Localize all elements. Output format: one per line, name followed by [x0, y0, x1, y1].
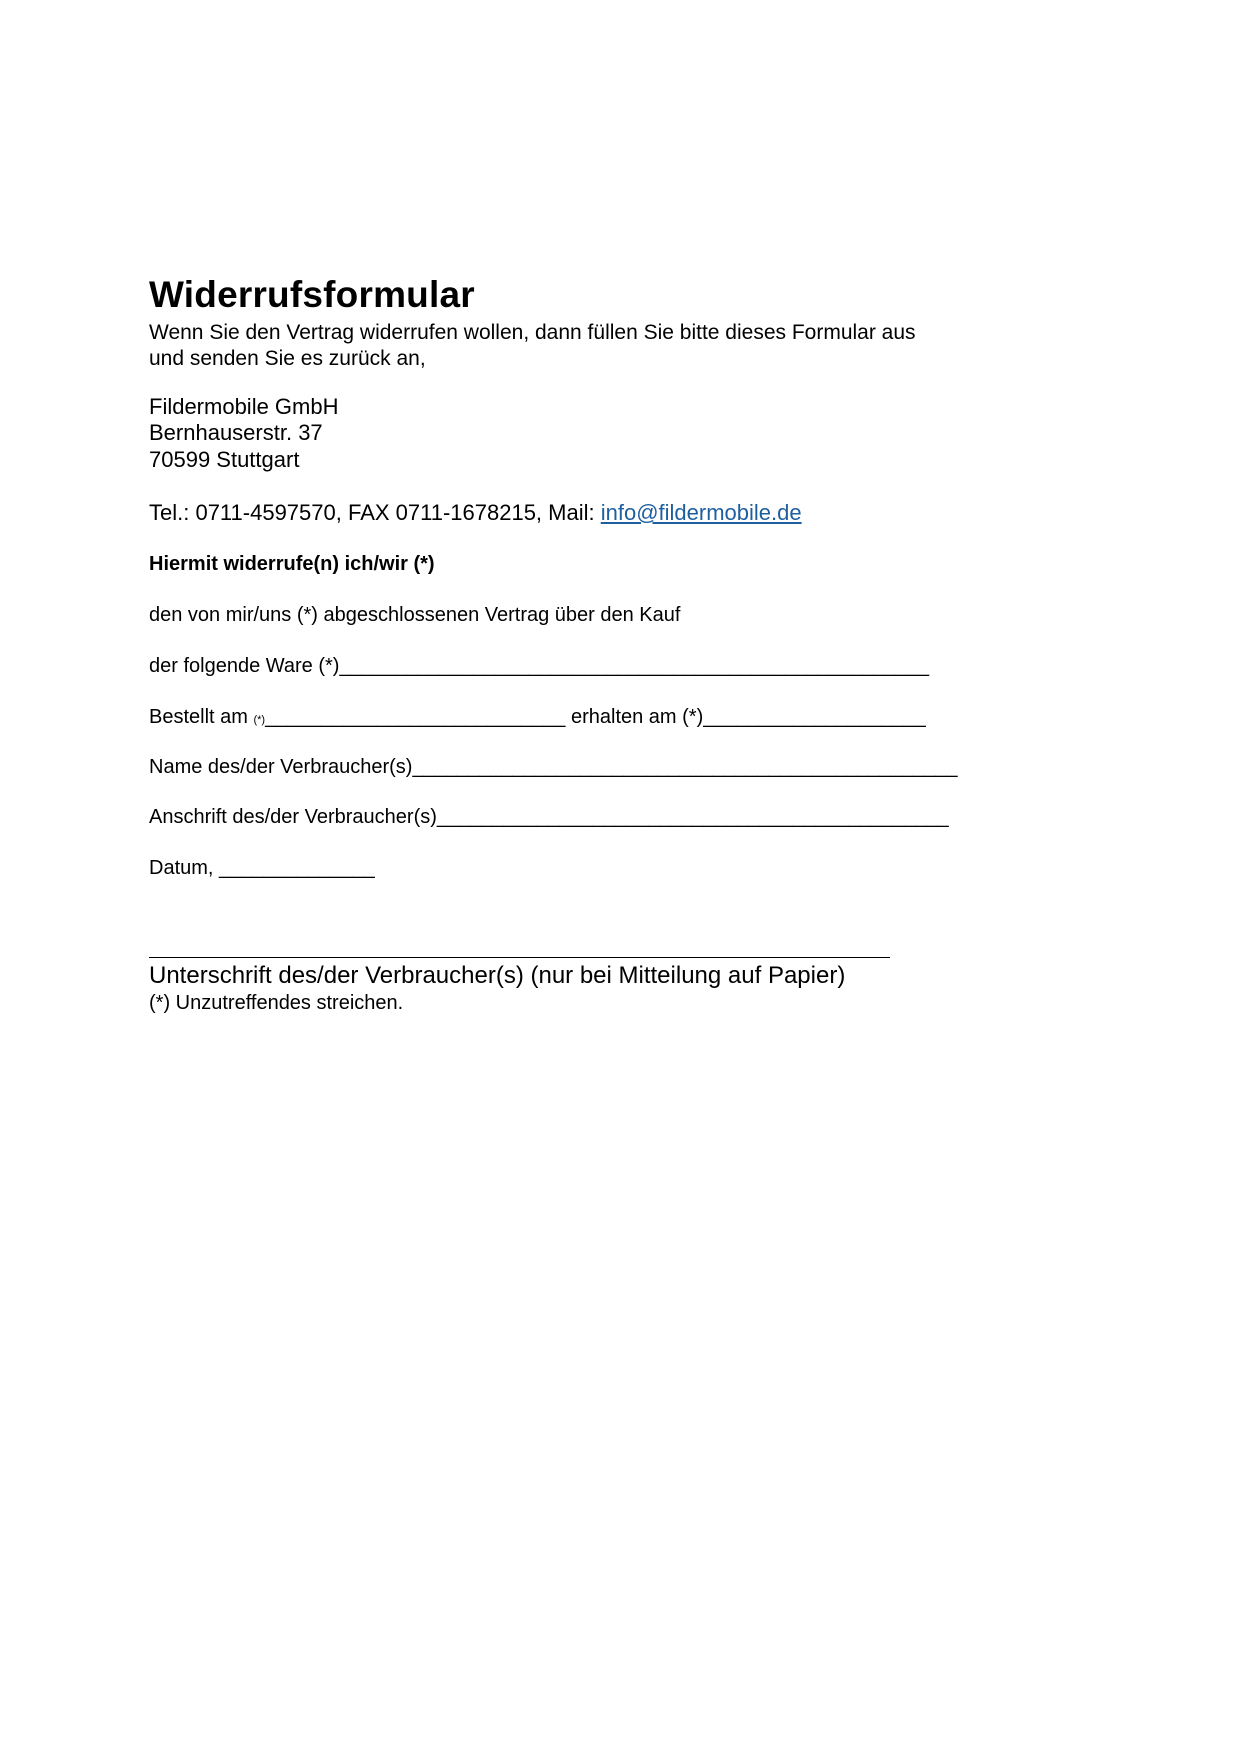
- contact-line: [149, 502, 802, 524]
- footnote: (*) Unzutreffendes streichen.: [149, 992, 404, 1014]
- intro-text: [149, 320, 979, 372]
- form-heading: Hiermit widerrufe(n) ich/wir (*): [149, 553, 435, 575]
- ordered-asterisk: (*): [253, 714, 266, 726]
- consumer-address-row: [149, 807, 949, 827]
- email-link[interactable]: info@fildermobile.de: [600, 500, 802, 525]
- intro-line-2: und senden Sie es zurück an,: [149, 347, 426, 370]
- goods-row: [149, 656, 929, 676]
- consumer-address-field[interactable]: ______________________________________________: [436, 806, 949, 828]
- goods-label: der folgende Ware (*): [149, 655, 340, 677]
- ordered-label: Bestellt am: [149, 706, 254, 728]
- signature-line[interactable]: [149, 957, 890, 958]
- received-field[interactable]: ____________________: [703, 706, 926, 728]
- address-company: Fildermobile GmbH: [149, 394, 339, 419]
- date-row: [149, 858, 375, 878]
- date-field[interactable]: ______________: [219, 857, 375, 879]
- address-city: 70599 Stuttgart: [149, 447, 300, 472]
- consumer-address-label: Anschrift des/der Verbraucher(s): [149, 806, 437, 828]
- intro-line-1: Wenn Sie den Vertrag widerrufen wollen, dann füllen Sie bitte dieses Formular aus: [149, 321, 916, 344]
- dates-row: [149, 707, 926, 727]
- page-title: Widerrufsformular: [149, 274, 475, 315]
- goods-field[interactable]: _____________________________________________________: [339, 655, 929, 677]
- contact-prefix: Tel.: 0711-4597570, FAX 0711-1678215, Mail:: [149, 500, 601, 525]
- signature-label: Unterschrift des/der Verbraucher(s) (nur bei Mitteilung auf Papier): [149, 962, 846, 989]
- name-row: [149, 757, 957, 777]
- ordered-field[interactable]: ___________________________: [265, 706, 566, 728]
- address-street: Bernhauserstr. 37: [149, 420, 323, 445]
- date-label: Datum,: [149, 857, 220, 879]
- contract-line: den von mir/uns (*) abgeschlossenen Vertrag über den Kauf: [149, 604, 681, 626]
- received-label: erhalten am (*): [565, 706, 704, 728]
- name-label: Name des/der Verbraucher(s): [149, 756, 413, 778]
- name-field[interactable]: _________________________________________________: [412, 756, 958, 778]
